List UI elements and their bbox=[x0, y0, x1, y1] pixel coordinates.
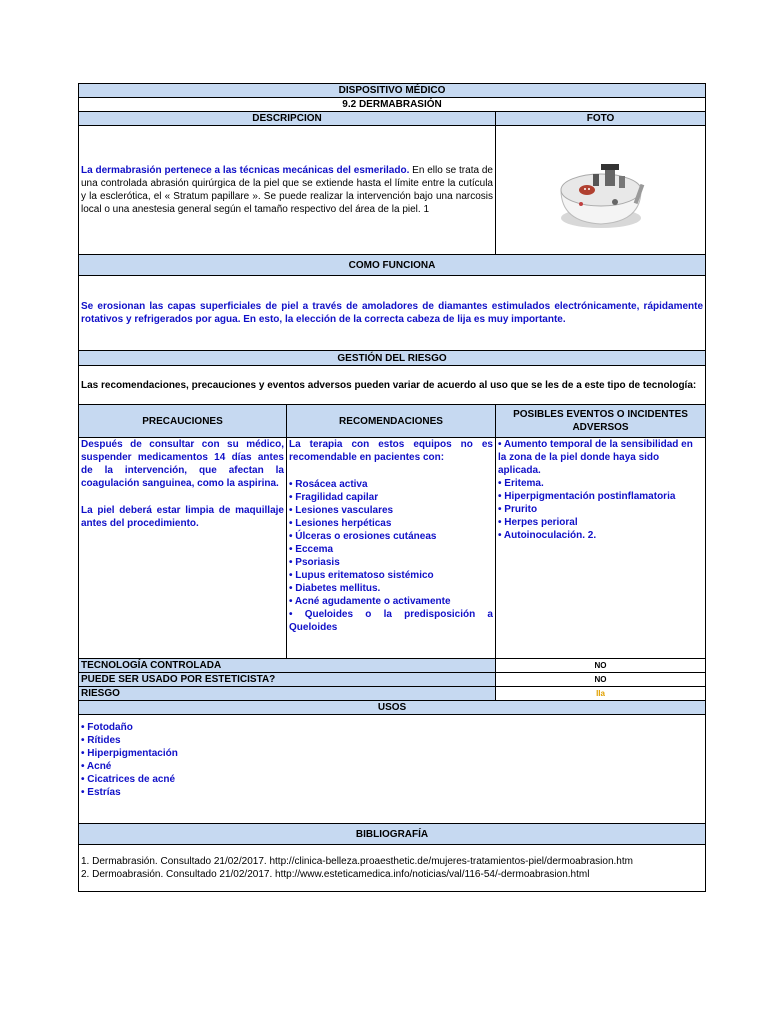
eventos-cell bbox=[496, 438, 706, 659]
precauciones-text-2: La piel deberá estar limpia de maquillaje antes del procedimiento. bbox=[81, 505, 284, 529]
riesgo-label: RIESGO bbox=[79, 687, 496, 701]
descripcion-body: En ello se trata de una controlada abrasión quirúrgica de la piel que se extiende hasta el límite entre la cutícula y la esclerótica, el « Stratum papillare ». Se puede realizar la intervención bajo una narcosis local o una anestesia general según el tamaño respectivo del área de la piel. 1 bbox=[81, 165, 493, 215]
recomendacion-item: • Rosácea activa bbox=[289, 479, 368, 490]
usos-header: USOS bbox=[79, 701, 706, 715]
riesgo-intro: Las recomendaciones, precauciones y eventos adversos pueden variar de acuerdo al uso que se les de a este tipo de tecnología: bbox=[79, 366, 706, 405]
descripcion-cell bbox=[79, 126, 496, 255]
device-name: 9.2 DERMABRASIÓN bbox=[79, 98, 706, 112]
recomendaciones-intro: La terapia con estos equipos no es recomendable en pacientes con: bbox=[289, 439, 493, 463]
device-table bbox=[78, 83, 706, 892]
bibliografia-item: 2. Dermoabrasión. Consultado 21/02/2017. http://www.esteticamedica.info/noticias/val/116-54/-dermoabrasion.html bbox=[81, 869, 590, 880]
evento-item: • Hiperpigmentación postinflamatoria bbox=[498, 491, 676, 502]
recomendacion-item: • Fragilidad capilar bbox=[289, 492, 379, 503]
recomendacion-item: • Eccema bbox=[289, 544, 334, 555]
tecnologia-controlada-label: TECNOLOGÍA CONTROLADA bbox=[79, 659, 496, 673]
evento-item: • Eritema. bbox=[498, 478, 544, 489]
esteticista-value: NO bbox=[496, 673, 706, 687]
uso-item: • Fotodaño bbox=[81, 722, 133, 733]
recomendacion-item: • Diabetes mellitus. bbox=[289, 583, 381, 594]
recomendaciones-cell bbox=[287, 438, 496, 659]
eventos-header: POSIBLES EVENTOS O INCIDENTES ADVERSOS bbox=[496, 405, 706, 438]
recomendacion-item: • Psoriasis bbox=[289, 557, 340, 568]
evento-item: • Autoinoculación. 2. bbox=[498, 530, 597, 541]
uso-item: • Acné bbox=[81, 761, 112, 772]
evento-item: • Herpes perioral bbox=[498, 517, 578, 528]
descripcion-lead: La dermabrasión pertenece a las técnicas mecánicas del esmerilado. bbox=[81, 165, 410, 176]
recomendacion-item: • Lesiones herpéticas bbox=[289, 518, 392, 529]
recomendacion-item: • Úlceras o erosiones cutáneas bbox=[289, 531, 437, 542]
precauciones-header: PRECAUCIONES bbox=[79, 405, 287, 438]
uso-item: • Hiperpigmentación bbox=[81, 748, 178, 759]
dermabrasion-device-image bbox=[551, 140, 651, 240]
recomendacion-item: • Lupus eritematoso sistémico bbox=[289, 570, 434, 581]
descripcion-header: DESCRIPCION bbox=[79, 112, 496, 126]
uso-item: • Rítides bbox=[81, 735, 121, 746]
foto-header: FOTO bbox=[496, 112, 706, 126]
recomendacion-item: • Acné agudamente o activamente bbox=[289, 596, 451, 607]
evento-item: • Prurito bbox=[498, 504, 538, 515]
bibliografia-header: BIBLIOGRAFÍA bbox=[79, 824, 706, 845]
recomendaciones-header: RECOMENDACIONES bbox=[287, 405, 496, 438]
como-funciona-text: Se erosionan las capas superficiales de piel a través de amoladores de diamantes estimulados electrónicamente, rápidamente rotativos y refrigerados por agua. En esto, la elección de la correcta cabeza de lija es muy importante. bbox=[79, 276, 706, 351]
device-icon bbox=[551, 140, 651, 240]
gestion-riesgo-header: GESTIÓN DEL RIESGO bbox=[79, 351, 706, 366]
bibliografia-item: 1. Dermabrasión. Consultado 21/02/2017. http://clinica-belleza.proaesthetic.de/mujeres-tratamientos-piel/dermoabrasion.htm bbox=[81, 856, 633, 867]
bibliografia-cell bbox=[79, 845, 706, 892]
precauciones-text-1: Después de consultar con su médico, suspender medicamentos 14 días antes de la intervención, que afectan la coagulación sanguinea, como la aspirina. bbox=[81, 439, 284, 489]
evento-item: • Aumento temporal de la sensibilidad en la zona de la piel donde haya sido aplicada. bbox=[498, 439, 693, 476]
esteticista-label: PUEDE SER USADO POR ESTETICISTA? bbox=[79, 673, 496, 687]
document-title: DISPOSITIVO MÉDICO bbox=[79, 84, 706, 98]
precauciones-cell bbox=[79, 438, 287, 659]
recomendacion-item: • Lesiones vasculares bbox=[289, 505, 394, 516]
document-sheet bbox=[78, 83, 705, 892]
usos-cell bbox=[79, 715, 706, 824]
tecnologia-controlada-value: NO bbox=[496, 659, 706, 673]
como-funciona-header: COMO FUNCIONA bbox=[79, 255, 706, 276]
recomendacion-item: • Queloides o la predisposición a Queloides bbox=[289, 609, 493, 633]
uso-item: • Cicatrices de acné bbox=[81, 774, 176, 785]
riesgo-value: IIa bbox=[496, 687, 706, 701]
uso-item: • Estrías bbox=[81, 787, 121, 798]
foto-cell bbox=[496, 126, 706, 255]
